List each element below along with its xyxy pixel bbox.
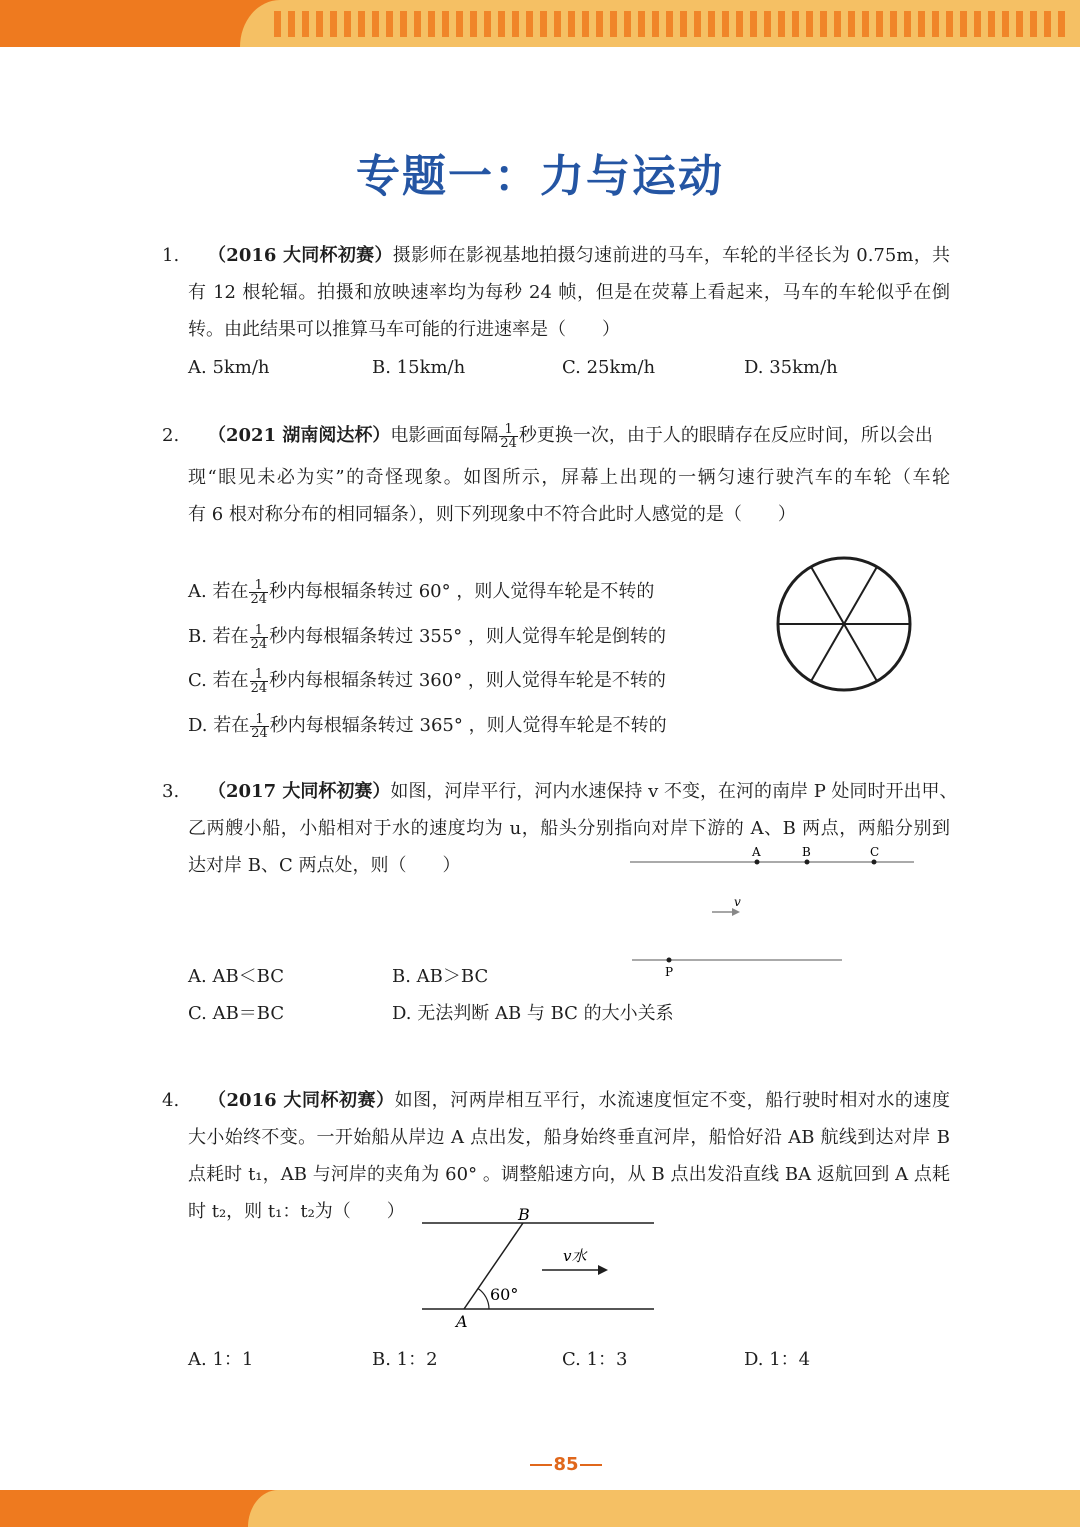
point-b bbox=[805, 860, 810, 865]
label-b: B bbox=[518, 1205, 530, 1224]
wheel-figure bbox=[770, 552, 920, 698]
header-stripe bbox=[722, 11, 729, 37]
header-stripe bbox=[792, 11, 799, 37]
option-b[interactable]: B. 1：2 bbox=[372, 1349, 438, 1370]
header-stripe bbox=[498, 11, 505, 37]
fraction-denominator: 24 bbox=[250, 680, 268, 696]
question-number: 2. bbox=[162, 425, 180, 446]
header-stripe bbox=[596, 11, 603, 37]
label-a: A bbox=[456, 1312, 468, 1331]
fraction-numerator: 1 bbox=[250, 668, 269, 682]
header-stripe bbox=[988, 11, 995, 37]
question-2-line-2: 现“眼见未必为实”的奇怪现象。如图所示，屏幕上出现的一辆匀速行驶汽车的车轮（车轮 bbox=[188, 467, 950, 488]
fraction-denominator: 24 bbox=[500, 435, 517, 451]
question-text: 秒更换一次，由于人的眼睛存在反应时间，所以会出 bbox=[518, 425, 933, 446]
option-label: A. 若在 bbox=[188, 581, 249, 602]
header-stripe bbox=[974, 11, 981, 37]
header-stripe bbox=[470, 11, 477, 37]
header-stripe bbox=[442, 11, 449, 37]
header-stripe bbox=[330, 11, 337, 37]
label-v-water: v水 bbox=[563, 1247, 587, 1265]
header-stripe bbox=[666, 11, 673, 37]
header-stripe bbox=[848, 11, 855, 37]
header-stripe bbox=[1002, 11, 1009, 37]
header-stripe bbox=[890, 11, 897, 37]
point-c bbox=[872, 860, 877, 865]
fraction-numerator: 1 bbox=[250, 713, 269, 727]
header-stripe bbox=[372, 11, 379, 37]
angle-label: 60° bbox=[490, 1285, 519, 1304]
question-1-line-3: 转。由此结果可以推算马车可能的行进速率是（ ） bbox=[188, 319, 620, 340]
question-number: 4. bbox=[162, 1090, 180, 1111]
question-number: 3. bbox=[162, 781, 180, 802]
question-3-line-2: 乙两艘小船，小船相对于水的速度均为 u，船头分别指向对岸下游的 A、B 两点，两船分别到 bbox=[188, 818, 950, 839]
fraction-denominator: 24 bbox=[250, 636, 268, 652]
header-stripes bbox=[274, 11, 1072, 37]
option-text: 秒内每根辐条转过 360° ，则人觉得车轮是不转的 bbox=[269, 670, 666, 691]
question-4-line-3: 点耗时 t₁，AB 与河岸的夹角为 60° 。调整船速方向，从 B 点出发沿直线 BA 返航回到 A 点耗 bbox=[188, 1164, 950, 1185]
option-a[interactable]: A. 5km/h bbox=[188, 357, 270, 378]
fraction bbox=[250, 713, 269, 740]
header-stripe bbox=[610, 11, 617, 37]
header-stripe bbox=[540, 11, 547, 37]
option-label: B. 若在 bbox=[188, 626, 249, 647]
question-source: （2016 大同杯初赛） bbox=[208, 245, 393, 266]
label-c: C bbox=[870, 845, 880, 859]
header-stripe bbox=[1016, 11, 1023, 37]
question-4-line-2: 大小始终不变。一开始船从岸边 A 点出发，船身始终垂直河岸，船恰好沿 AB 航线到达对岸 B bbox=[188, 1127, 950, 1148]
point-p bbox=[667, 958, 672, 963]
header-stripe bbox=[512, 11, 519, 37]
option-b[interactable]: B. AB＞BC bbox=[392, 966, 489, 987]
header-stripe bbox=[736, 11, 743, 37]
fraction-denominator: 24 bbox=[251, 725, 268, 741]
option-c[interactable] bbox=[188, 659, 666, 703]
footer-band bbox=[0, 1490, 1080, 1527]
fraction-numerator: 1 bbox=[250, 624, 269, 638]
header-stripe bbox=[834, 11, 841, 37]
option-d[interactable]: D. 35km/h bbox=[744, 357, 838, 378]
arrow-head-icon bbox=[732, 908, 740, 916]
header-stripe bbox=[414, 11, 421, 37]
question-4-line-1 bbox=[208, 1089, 950, 1113]
header-stripe bbox=[358, 11, 365, 37]
label-p: P bbox=[665, 965, 674, 979]
option-c[interactable]: C. AB＝BC bbox=[188, 1003, 285, 1024]
option-c[interactable]: C. 25km/h bbox=[562, 357, 656, 378]
header-stripe bbox=[960, 11, 967, 37]
page-number bbox=[530, 1452, 602, 1478]
header-stripe bbox=[904, 11, 911, 37]
header-stripe bbox=[456, 11, 463, 37]
header-stripe bbox=[526, 11, 533, 37]
footer-band-yellow bbox=[248, 1490, 1080, 1527]
angle-arc bbox=[478, 1289, 489, 1310]
label-b: B bbox=[802, 845, 811, 859]
header-stripe bbox=[708, 11, 715, 37]
header-stripe bbox=[652, 11, 659, 37]
option-c[interactable]: C. 1：3 bbox=[562, 1349, 628, 1370]
fraction bbox=[250, 624, 269, 651]
option-b[interactable]: B. 15km/h bbox=[372, 357, 466, 378]
point-a bbox=[755, 860, 760, 865]
option-a[interactable]: A. 1：1 bbox=[188, 1349, 254, 1370]
option-a[interactable]: A. AB＜BC bbox=[188, 966, 285, 987]
option-text: 秒内每根辐条转过 355° ，则人觉得车轮是倒转的 bbox=[269, 626, 667, 647]
header-stripe bbox=[820, 11, 827, 37]
fraction-numerator: 1 bbox=[249, 579, 268, 593]
option-d[interactable]: D. 1：4 bbox=[744, 1349, 811, 1370]
question-number: 1. bbox=[162, 245, 180, 266]
question-text: 如图，河岸平行，河内水速保持 v 不变，在河的南岸 P 处同时开出甲、 bbox=[390, 781, 958, 802]
header-band bbox=[0, 0, 1080, 47]
option-label: C. 若在 bbox=[188, 670, 249, 691]
arrow-head-icon bbox=[598, 1265, 608, 1275]
header-stripe bbox=[1058, 11, 1065, 37]
option-d[interactable] bbox=[188, 704, 667, 748]
header-stripe bbox=[344, 11, 351, 37]
header-stripe bbox=[694, 11, 701, 37]
page-number-text: 85 bbox=[552, 1452, 580, 1478]
question-3-line-3: 达对岸 B、C 两点处，则（ ） bbox=[188, 855, 461, 876]
header-stripe bbox=[1030, 11, 1037, 37]
option-text: 秒内每根辐条转过 60° ，则人觉得车轮是不转的 bbox=[269, 581, 655, 602]
question-1-line-2: 有 12 根轮辐。拍摄和放映速率均为每秒 24 帧，但是在荧幕上看起来，马车的车轮似乎在倒 bbox=[188, 282, 950, 303]
header-stripe bbox=[932, 11, 939, 37]
question-text: 如图，河两岸相互平行，水流速度恒定不变，船行驶时相对水的速度 bbox=[394, 1090, 950, 1111]
header-stripe bbox=[316, 11, 323, 37]
river-figure bbox=[628, 840, 918, 980]
page-title: 专题一：力与运动 bbox=[356, 151, 724, 202]
option-text: 秒内每根辐条转过 365° ，则人觉得车轮是不转的 bbox=[269, 715, 667, 736]
header-stripe bbox=[862, 11, 869, 37]
question-source: （2021 湖南阅达杯） bbox=[208, 425, 391, 446]
fraction-numerator: 1 bbox=[499, 423, 518, 437]
header-stripe bbox=[946, 11, 953, 37]
option-b[interactable] bbox=[188, 615, 666, 659]
header-stripe bbox=[274, 11, 281, 37]
question-2-line-3: 有 6 根对称分布的相同辐条），则下列现象中不符合此时人感觉的是（ ） bbox=[188, 504, 796, 525]
header-stripe bbox=[638, 11, 645, 37]
header-stripe bbox=[876, 11, 883, 37]
option-a[interactable] bbox=[188, 570, 654, 614]
fraction bbox=[250, 668, 269, 695]
header-stripe bbox=[288, 11, 295, 37]
question-3-line-1 bbox=[208, 780, 958, 804]
header-stripe bbox=[764, 11, 771, 37]
header-stripe bbox=[484, 11, 491, 37]
label-a: A bbox=[752, 845, 761, 859]
header-stripe bbox=[806, 11, 813, 37]
fraction-denominator: 24 bbox=[250, 591, 267, 607]
question-text: 摄影师在影视基地拍摄匀速前进的马车，车轮的半径长为 0.75m，共 bbox=[392, 245, 950, 266]
header-stripe bbox=[568, 11, 575, 37]
header-stripe bbox=[1044, 11, 1051, 37]
header-stripe bbox=[386, 11, 393, 37]
question-text: 电影画面每隔 bbox=[390, 425, 499, 446]
crossing-figure bbox=[418, 1200, 658, 1332]
question-source: （2017 大同杯初赛） bbox=[208, 781, 391, 802]
question-source: （2016 大同杯初赛） bbox=[208, 1090, 395, 1111]
fraction bbox=[499, 423, 518, 450]
header-stripe bbox=[302, 11, 309, 37]
header-stripe bbox=[400, 11, 407, 37]
header-stripe bbox=[750, 11, 757, 37]
header-stripe bbox=[680, 11, 687, 37]
header-stripe bbox=[624, 11, 631, 37]
header-stripe bbox=[428, 11, 435, 37]
question-2-line-1 bbox=[208, 414, 933, 458]
header-stripe bbox=[554, 11, 561, 37]
header-stripe bbox=[778, 11, 785, 37]
label-v: v bbox=[734, 895, 741, 909]
fraction bbox=[249, 579, 268, 606]
question-1-line-1 bbox=[208, 244, 950, 268]
question-4-line-4: 时 t₂，则 t₁：t₂为（ ） bbox=[188, 1201, 405, 1222]
header-stripe bbox=[918, 11, 925, 37]
option-d[interactable]: D. 无法判断 AB 与 BC 的大小关系 bbox=[392, 1003, 674, 1024]
option-label: D. 若在 bbox=[188, 715, 250, 736]
header-stripe bbox=[582, 11, 589, 37]
